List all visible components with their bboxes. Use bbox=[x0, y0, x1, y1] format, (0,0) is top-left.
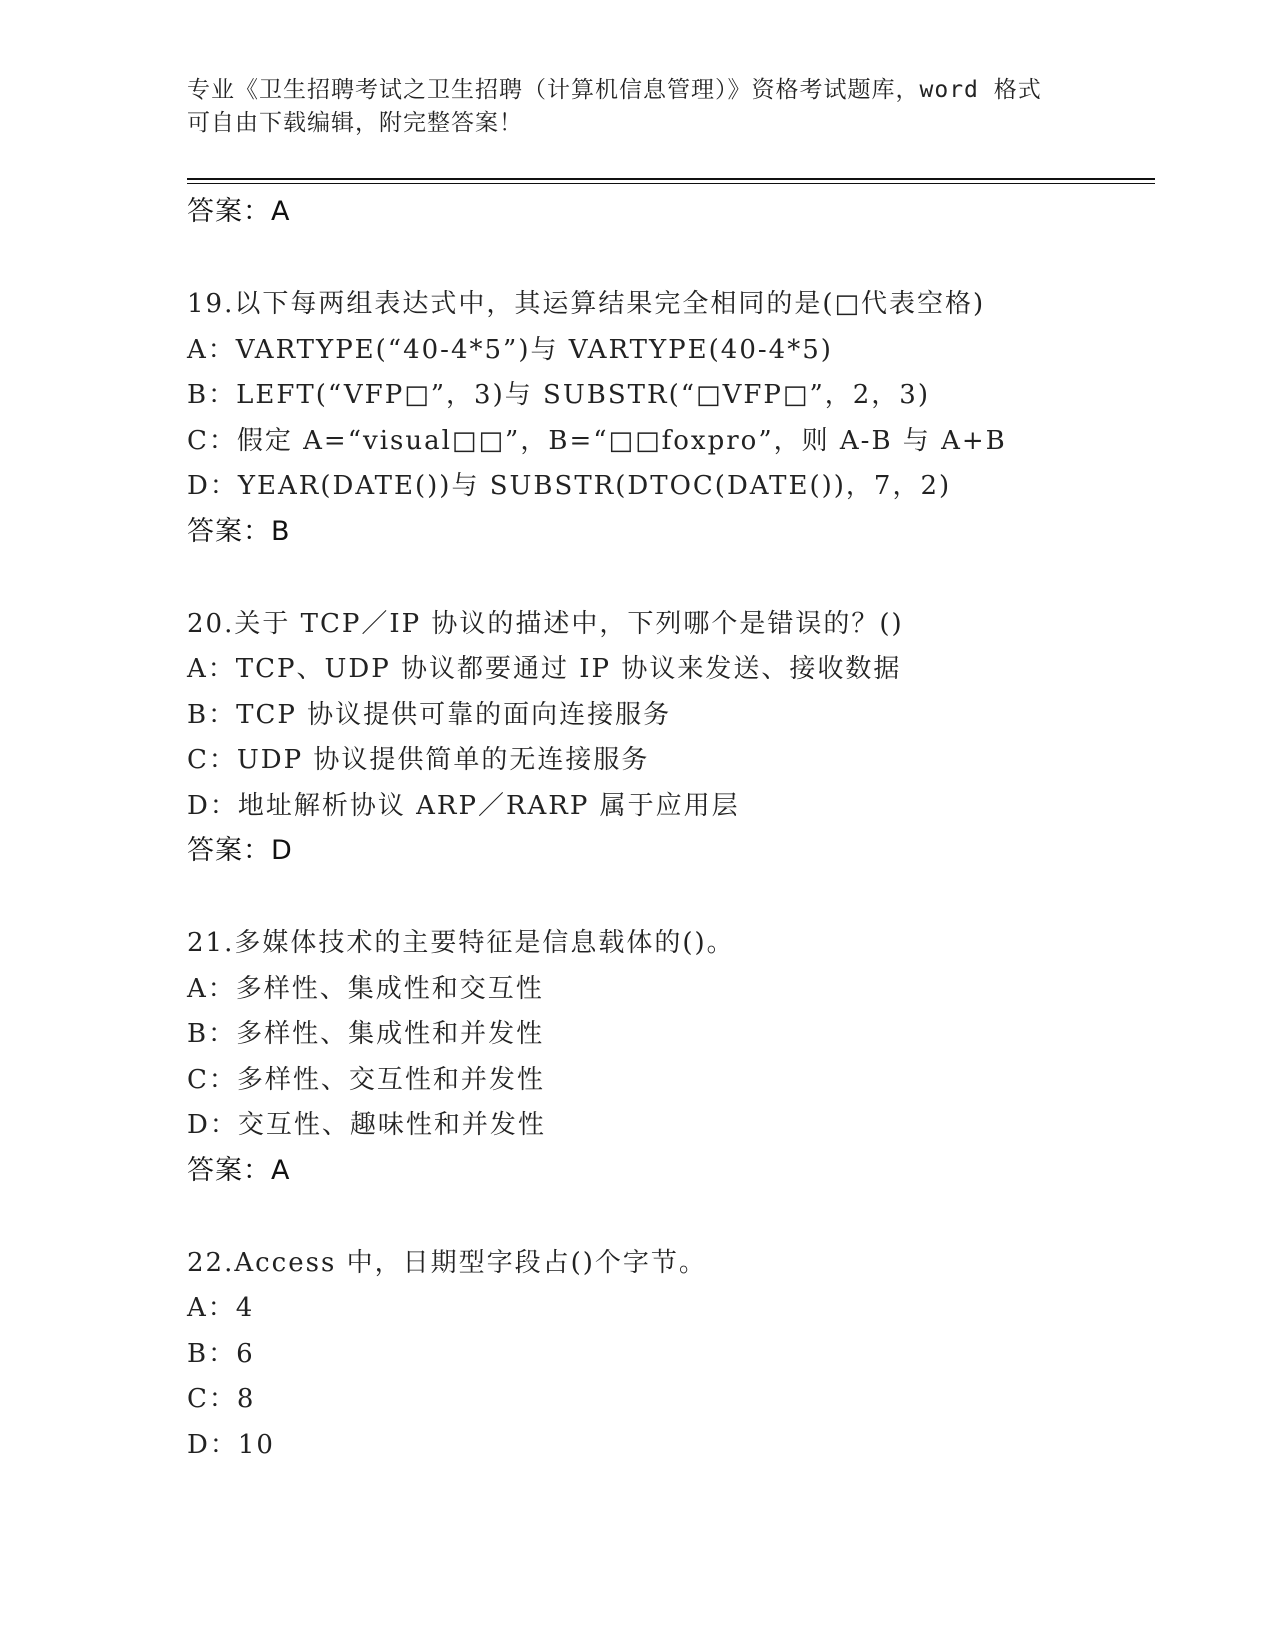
option-d: D：10 bbox=[187, 1429, 275, 1460]
question-block-20 bbox=[187, 602, 1147, 874]
question-title: 20.关于 TCP／IP 协议的描述中，下列哪个是错误的？() bbox=[187, 608, 904, 639]
option-c: C：UDP 协议提供简单的无连接服务 bbox=[187, 745, 650, 775]
spacer bbox=[187, 873, 1147, 921]
spacer bbox=[187, 234, 1147, 282]
document-header bbox=[187, 74, 1087, 140]
option-c: C：8 bbox=[187, 1384, 256, 1414]
question-list bbox=[187, 190, 1147, 1468]
answer-line: 答案：D bbox=[187, 835, 293, 866]
option-d: D：YEAR(DATE())与 SUBSTR(DTOC(DATE())，7，2) bbox=[187, 471, 952, 501]
question-block-21 bbox=[187, 921, 1147, 1193]
option-a: A：4 bbox=[187, 1293, 255, 1323]
answer-line: 答案：B bbox=[187, 515, 291, 547]
option-b: B：LEFT(“VFP□”，3)与 SUBSTR(“□VFP□”，2，3) bbox=[187, 380, 930, 410]
question-title: 21.多媒体技术的主要特征是信息载体的()。 bbox=[187, 928, 735, 958]
option-b: B：6 bbox=[187, 1338, 255, 1369]
option-a: A：VARTYPE(“40-4*5”)与 VARTYPE(40-4*5) bbox=[187, 334, 833, 365]
option-c: C：多样性、交互性和并发性 bbox=[187, 1064, 545, 1095]
header-line-1: 专业《卫生招聘考试之卫生招聘（计算机信息管理）》资格考试题库，word 格式 bbox=[187, 77, 1042, 103]
option-a: A：多样性、集成性和交互性 bbox=[187, 973, 544, 1004]
header-divider-thin bbox=[187, 183, 1155, 184]
option-c: C：假定 A=“visual□□”，B=“□□foxpro”，则 A-B 与 A+B bbox=[187, 425, 1007, 456]
question-block-19 bbox=[187, 282, 1147, 554]
option-b: B：TCP 协议提供可靠的面向连接服务 bbox=[187, 699, 672, 730]
option-d: D：交互性、趣味性和并发性 bbox=[187, 1110, 546, 1140]
option-d: D：地址解析协议 ARP／RARP 属于应用层 bbox=[187, 790, 740, 821]
question-title: 22.Access 中，日期型字段占()个字节。 bbox=[187, 1247, 707, 1278]
answer-line: 答案：A bbox=[187, 196, 291, 227]
spacer bbox=[187, 554, 1147, 602]
option-a: A：TCP、UDP 协议都要通过 IP 协议来发送、接收数据 bbox=[187, 654, 902, 684]
spacer bbox=[187, 1193, 1147, 1241]
option-b: B：多样性、集成性和并发性 bbox=[187, 1019, 545, 1049]
question-block-22 bbox=[187, 1241, 1147, 1469]
header-line-2: 可自由下载编辑，附完整答案！ bbox=[187, 110, 523, 136]
header-divider-thick bbox=[187, 178, 1155, 180]
answer-line: 答案：A bbox=[187, 1154, 291, 1186]
question-title: 19.以下每两组表达式中，其运算结果完全相同的是(□代表空格) bbox=[187, 289, 986, 319]
